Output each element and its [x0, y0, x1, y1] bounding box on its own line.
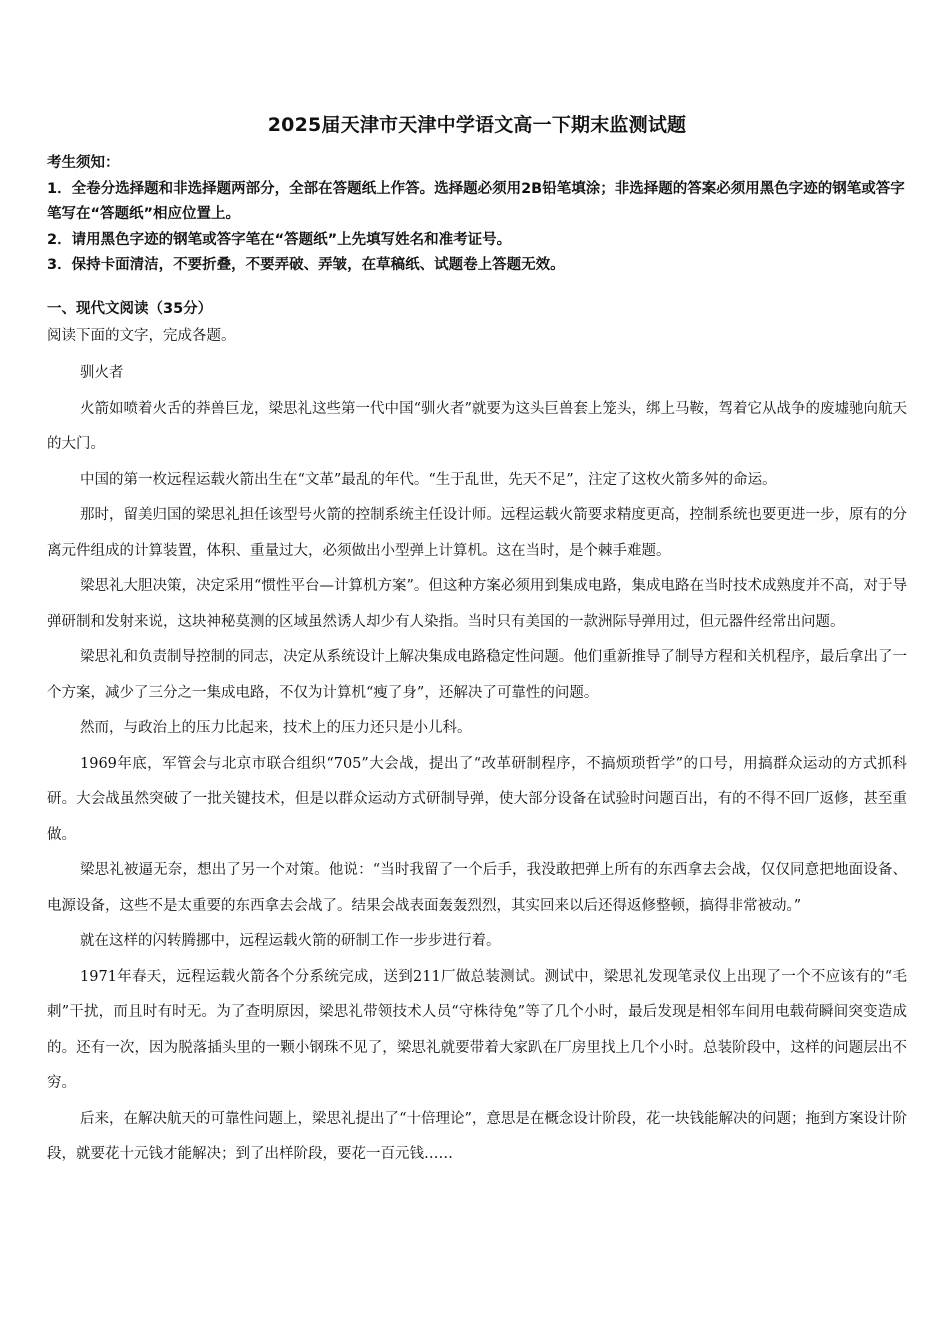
passage-paragraph: 后来，在解决航天的可靠性问题上，梁思礼提出了“十倍理论”，意思是在概念设计阶段，花一块钱能解决的问题；拖到方案设计阶段，就要花十元钱才能解决；到了出样阶段，要花一百元钱…… [47, 1110, 907, 1162]
passage-paragraph: 梁思礼和负责制导控制的同志，决定从系统设计上解决集成电路稳定性问题。他们重新推导了制导方程和关机程序，最后拿出了一个方案，减少了三分之一集成电路，不仅为计算机“瘦了身”，还解决了可靠性的问题。 [47, 649, 907, 701]
notice-heading: 考生须知： [47, 155, 120, 171]
notice-item: 1．全卷分选择题和非选择题两部分，全部在答题纸上作答。选择题必须用2B铅笔填涂；非选择题的答案必须用黑色字迹的钢笔或答字笔写在“答题纸”相应位置上。 [47, 180, 905, 222]
passage-paragraph: 那时，留美归国的梁思礼担任该型号火箭的控制系统主任设计师。远程运载火箭要求精度更高，控制系统也要更进一步，原有的分离元件组成的计算装置，体积、重量过大，必须做出小型弹上计算机。这在当时，是个棘手难题。 [47, 507, 907, 559]
candidate-notice [47, 151, 907, 279]
passage-paragraph: 1969年底，军管会与北京市联合组织“705”大会战，提出了“改革研制程序，不搞烦琐哲学”的口号，用搞群众运动的方式抓科研。大会战虽然突破了一批关键技术，但是以群众运动方式研制导弹，使大部分设备在试验时问题百出，有的不得不回厂返修，甚至重做。 [47, 755, 907, 843]
notice-item: 2．请用黑色字迹的钢笔或答字笔在“答题纸”上先填写姓名和准考证号。 [47, 231, 512, 248]
passage-paragraph: 梁思礼被逼无奈，想出了另一个对策。他说：“当时我留了一个后手，我没敢把弹上所有的东西拿去会战，仅仅同意把地面设备、电源设备，这些不是太重要的东西拿去会战了。结果会战表面轰轰烈烈，其实回来以后还得返修整顿，搞得非常被动。” [47, 862, 907, 914]
passage-paragraph: 中国的第一枚远程运载火箭出生在“文革”最乱的年代。“生于乱世，先天不足”，注定了这枚火箭多舛的命运。 [80, 471, 777, 488]
passage-paragraph: 1971年春天，远程运载火箭各个分系统完成，送到211厂做总装测试。测试中，梁思礼发现笔录仪上出现了一个不应该有的“毛刺”干扰，而且时有时无。为了查明原因，梁思礼带领技术人员“守株待兔”等了几个小时，最后发现是相邻车间用电载荷瞬间突变造成的。还有一次，因为脱落插头里的一颗小钢珠不见了，梁思礼就要带着大家趴在厂房里找上几个小时。总装阶段中，这样的问题层出不穷。 [47, 968, 907, 1091]
exam-title: 2025届天津市天津中学语文高一下期末监测试题 [267, 114, 687, 136]
reading-passage [47, 356, 907, 1173]
notice-item: 3．保持卡面清洁，不要折叠，不要弄破、弄皱，在草稿纸、试题卷上答题无效。 [47, 257, 565, 273]
passage-paragraph: 就在这样的闪转腾挪中，远程运载火箭的研制工作一步步进行着。 [80, 933, 501, 949]
reading-instruction: 阅读下面的文字，完成各题。 [47, 328, 236, 344]
article-title: 驯火者 [80, 365, 124, 381]
passage-paragraph: 然而，与政治上的压力比起来，技术上的压力还只是小儿科。 [80, 720, 472, 736]
passage-paragraph: 火箭如喷着火舌的莽兽巨龙，梁思礼这些第一代中国“驯火者”就要为这头巨兽套上笼头，绑上马鞍，驾着它从战争的废墟驰向航天的大门。 [47, 400, 907, 452]
section-heading: 一、现代文阅读（35分） [47, 301, 213, 317]
passage-paragraph: 梁思礼大胆决策，决定采用“惯性平台—计算机方案”。但这种方案必须用到集成电路，集成电路在当时技术成熟度并不高，对于导弹研制和发射来说，这块神秘莫测的区域虽然诱人却少有人染指。当时只有美国的一款洲际导弹用过，但元器件经常出问题。 [47, 578, 907, 630]
